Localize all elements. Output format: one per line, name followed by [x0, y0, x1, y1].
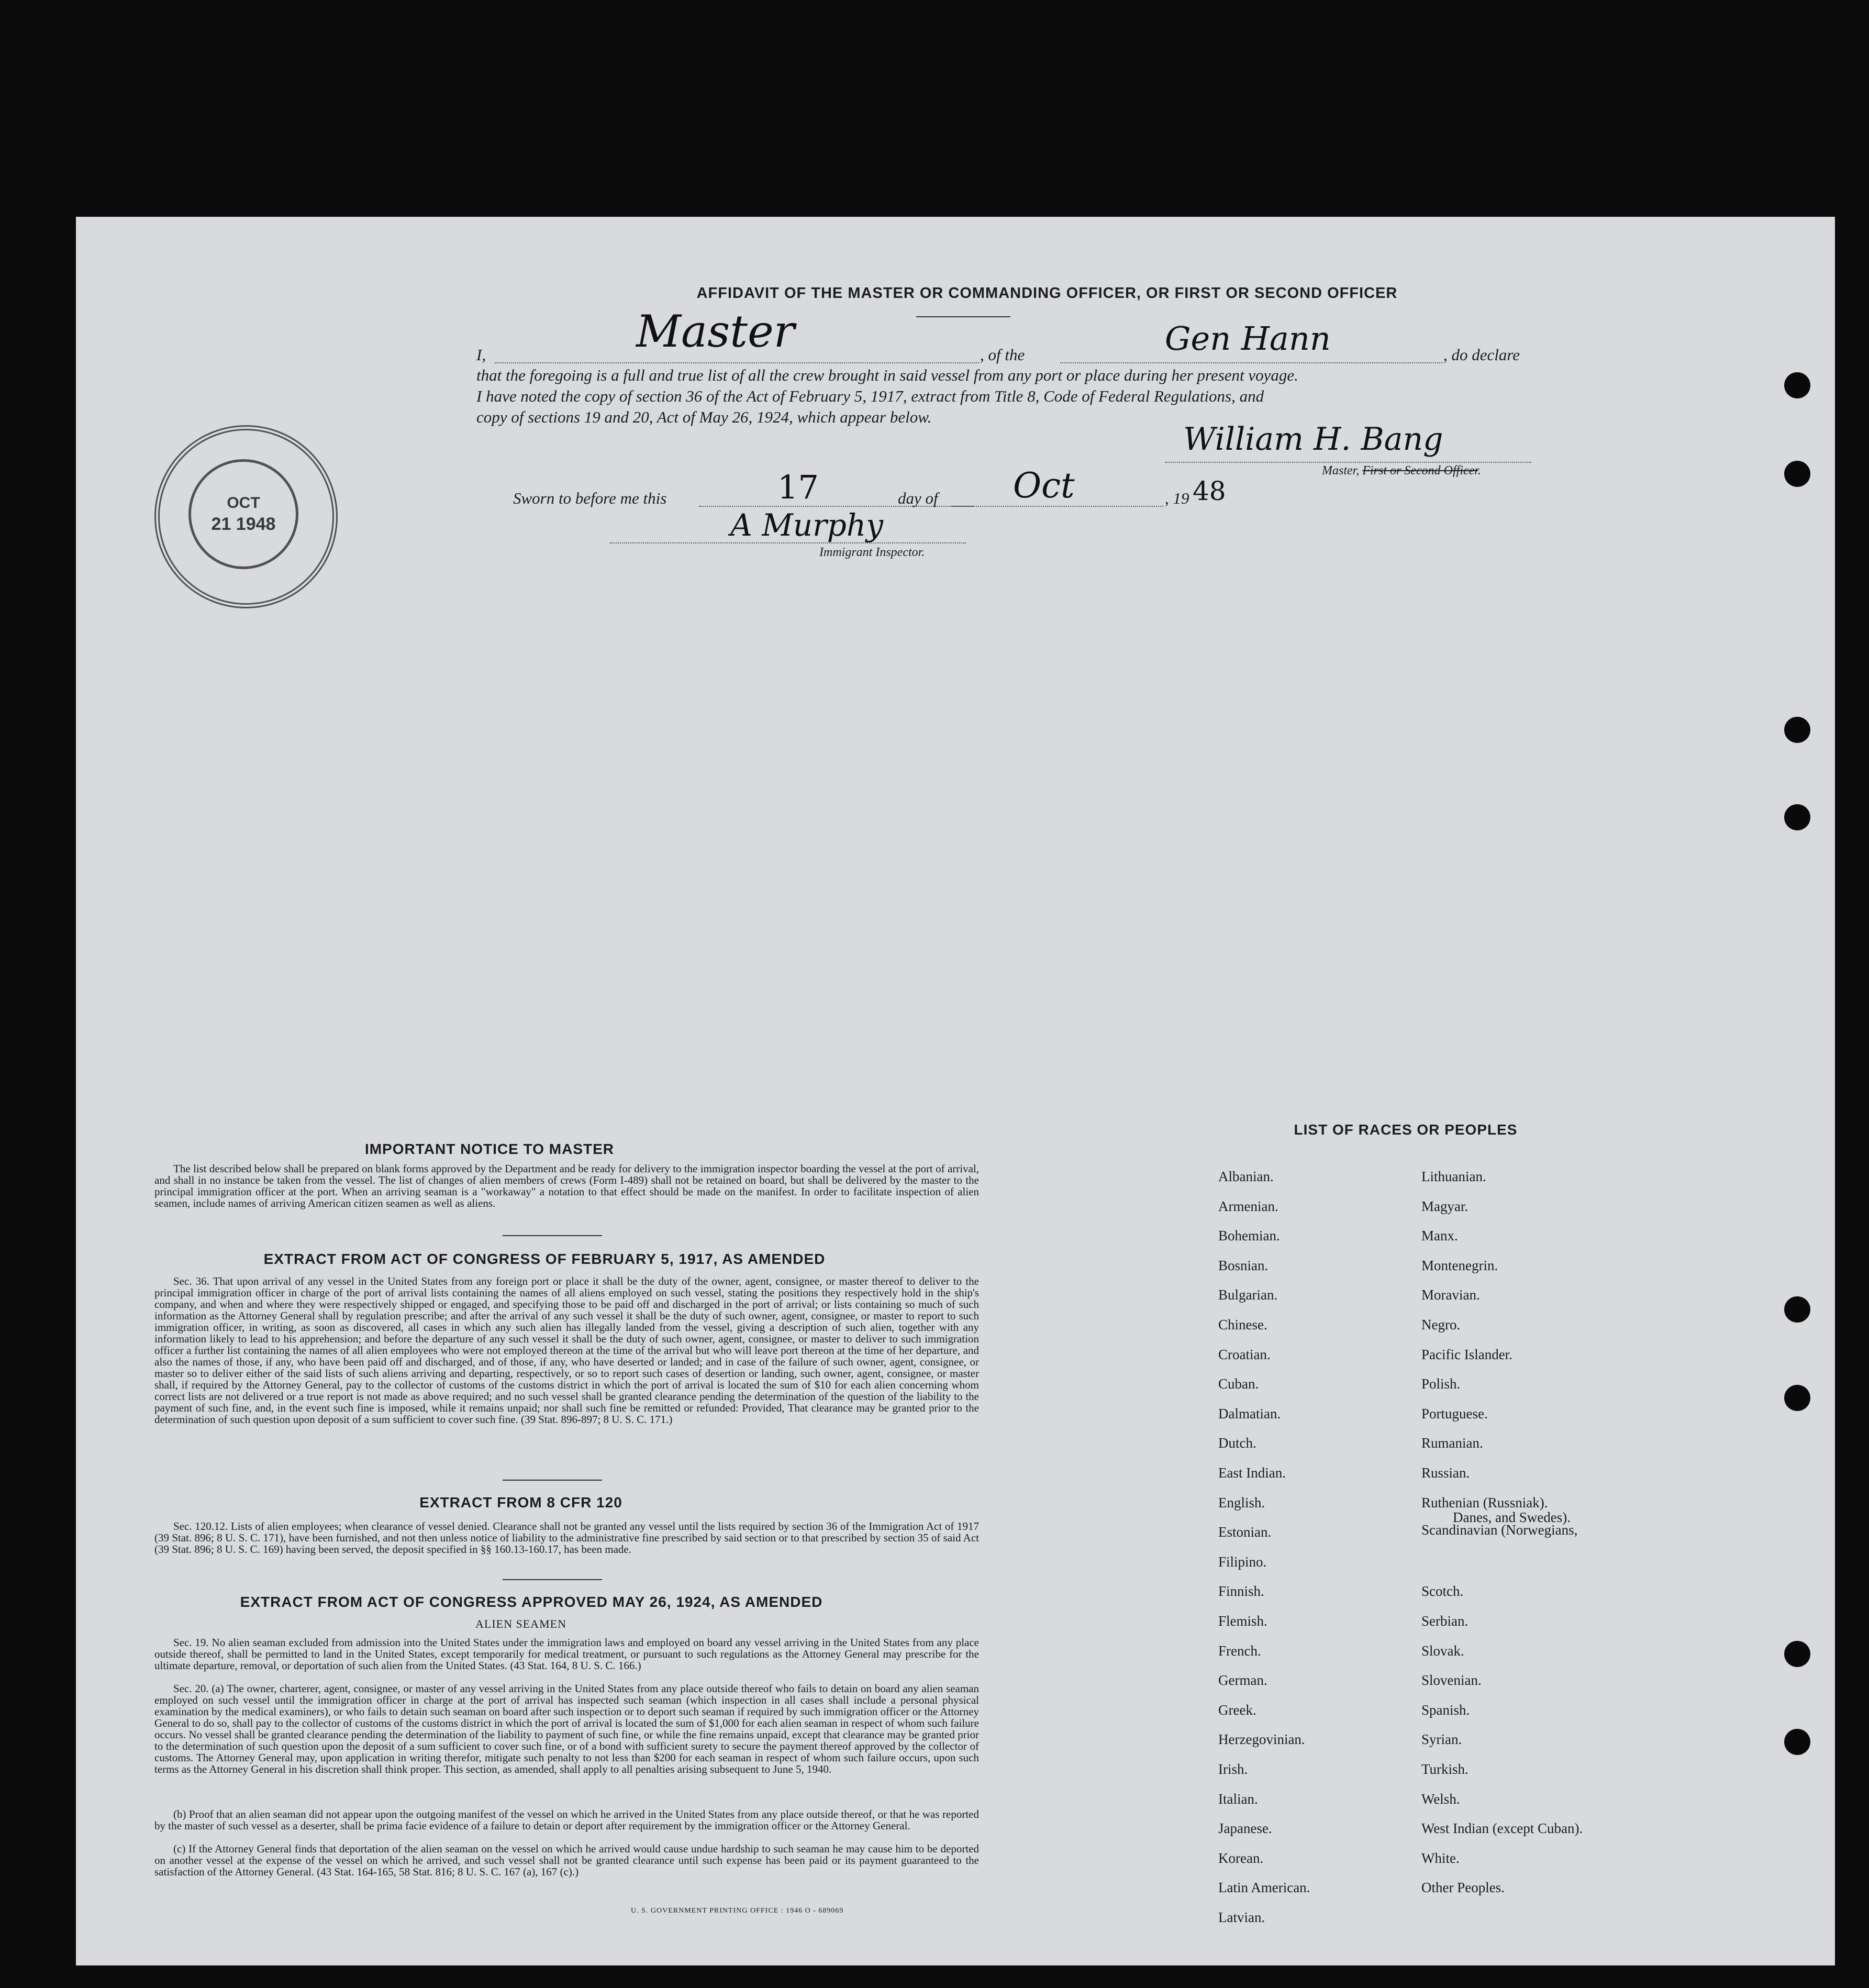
notice-heading: IMPORTANT NOTICE TO MASTER: [364, 1141, 615, 1157]
race-item: Danes, and Swedes).: [1453, 1509, 1571, 1525]
race-item: Syrian.: [1421, 1731, 1462, 1747]
race-item: Dalmatian.: [1218, 1406, 1281, 1421]
stamp-month: OCT: [227, 494, 260, 512]
affidavit-line-3: I have noted the copy of section 36 of the Act of February 5, 1917, extract from Title 8, Code of Federal Regulations, and: [476, 387, 1264, 405]
race-item: Polish.: [1421, 1376, 1461, 1392]
punch-hole: [1784, 717, 1810, 743]
race-item: Portuguese.: [1421, 1406, 1488, 1421]
race-item: White.: [1421, 1850, 1460, 1866]
race-item: Scandinavian (Norwegians,: [1421, 1522, 1578, 1538]
master-signature: William H. Bang: [1183, 421, 1443, 458]
race-item: Other Peoples.: [1421, 1880, 1505, 1895]
race-item: Pacific Islander.: [1421, 1347, 1512, 1362]
race-item: Montenegrin.: [1421, 1258, 1498, 1273]
punch-hole: [1784, 1729, 1810, 1755]
year-prefix: , 19: [1165, 489, 1189, 507]
race-item: German.: [1218, 1672, 1267, 1688]
separator: [503, 1480, 602, 1481]
race-item: Dutch.: [1218, 1435, 1256, 1451]
vessel-handwriting: Gen Hann: [1165, 319, 1331, 358]
inspector-caption: Immigrant Inspector.: [819, 546, 925, 559]
race-item: East Indian.: [1218, 1465, 1286, 1481]
cfr-heading: EXTRACT FROM 8 CFR 120: [419, 1494, 622, 1511]
race-item: Filipino.: [1218, 1554, 1267, 1570]
signature-caption: Master, First or Second Officer.: [1322, 464, 1481, 477]
race-item: Cuban.: [1218, 1376, 1259, 1392]
race-item: Magyar.: [1421, 1198, 1468, 1214]
race-item: West Indian (except Cuban).: [1421, 1820, 1583, 1836]
race-item: Moravian.: [1421, 1287, 1480, 1303]
race-item: Serbian.: [1421, 1613, 1468, 1629]
vessel-blank: [1060, 362, 1442, 363]
signature-blank: [1165, 462, 1531, 463]
affidavit-i-label: I,: [476, 346, 486, 364]
punch-hole: [1784, 1296, 1810, 1323]
race-item: Welsh.: [1421, 1791, 1460, 1807]
race-item: Russian.: [1421, 1465, 1470, 1481]
sworn-day: 17: [777, 468, 819, 506]
race-item: Latin American.: [1218, 1880, 1310, 1895]
day-of-label: day of: [898, 489, 938, 507]
name-blank: [495, 362, 979, 363]
separator: [503, 1235, 602, 1236]
sworn-month: Oct: [1013, 465, 1075, 506]
inspector-blank: [610, 542, 966, 543]
race-item: Manx.: [1421, 1228, 1458, 1243]
separator: [503, 1579, 602, 1580]
race-item: Bohemian.: [1218, 1228, 1280, 1243]
race-item: English.: [1218, 1495, 1265, 1511]
extract-1917-text: Sec. 36. That upon arrival of any vessel in the United States from any foreign port or place it shall be the duty of the owner, agent, consignee, or master thereof to deliver to the principal immigration officer in charge of the port of arrival lists containing the names of all aliens employed on such vessel, stating the positions they respectively hold in the ship's company, and when and where they were respectively shipped or engaged, and specifying those to be paid off and discharged in the port of arrival; or lists containing so much of such information as the Attorney General shall by regulation prescribe; and after the arrival of any such vessel it shall be the duty of such owner, agent, consignee, or master to report to such immigration officer, in writing, as soon as discovered, all cases in which any such alien has illegally landed from the vessel, giving a description of such alien, together with any information likely to lead to his apprehension; and before the departure of any such vessel it shall be the duty of such owner, agent, consignee, or master to deliver to such immigration officer a further list containing the names of all alien employees who were not employed thereon at the time of the arrival but who will leave port thereon at the time of her departure, and also the names of those, if any, who have been paid off and discharged, and of those, if any, who have deserted or landed; and in case of the failure of such owner, agent, consignee, or master so to deliver either of the said lists of such aliens arriving and departing, respectively, or so to report such cases of desertion or landing, such owner, agent, consignee, or master shall, if required by the Attorney General, pay to the collector of customs of the customs district in which the port of arrival is located the sum of $10 for each alien concerning whom correct lists are not delivered or a true report is not made as above required; and no such vessel shall be granted clearance pending the determination of the question of the liability to the payment of such fine, and, in the event such fine is imposed, while it remains unpaid; nor shall such fine be remitted or refunded: Provided, That clearance may be granted prior to the determination of such question upon deposit of a sum sufficient to cover such fine. (39 Stat. 896-897; 8 U. S. C. 171.): [154, 1275, 979, 1426]
race-item: Irish.: [1218, 1761, 1248, 1777]
punch-hole: [1784, 804, 1810, 830]
title-rule: [916, 316, 1010, 317]
punch-hole: [1784, 1385, 1810, 1411]
affidavit-line-2: that the foregoing is a full and true list of all the crew brought in said vessel from any port or place during her present voyage.: [476, 366, 1298, 384]
race-item: Spanish.: [1421, 1702, 1470, 1718]
race-item: French.: [1218, 1643, 1261, 1659]
sec20b-text: (b) Proof that an alien seaman did not appear upon the outgoing manifest of the vessel on which he arrived in the United States from any place outside thereof, or that he was reported by the master of such vessel as a deserter, shall be prima facie evidence of a failure to detain or deport after requirement by the immigration officer or the Attorney General.: [154, 1808, 979, 1832]
stamp-date: 21 1948: [211, 514, 276, 534]
extract-1924-heading: EXTRACT FROM ACT OF CONGRESS APPROVED MAY 26, 1924, AS AMENDED: [240, 1594, 823, 1610]
race-item: Scotch.: [1421, 1583, 1464, 1599]
punch-hole: [1784, 1641, 1810, 1667]
race-item: Flemish.: [1218, 1613, 1267, 1629]
cfr-text: Sec. 120.12. Lists of alien employees; when clearance of vessel denied. Clearance shall not be granted any vessel until the lists required by section 36 of the Immigration Act of 1917 (39 Stat. 896; 8 U. S. C. 171), have been furnished, and not then unless notice of liability to the administrative fine prescribed by said section or to that prescribed by section 35 of said Act (39 Stat. 896; 8 U. S. C. 169) having been served, the deposit specified in §§ 160.13-160.17, has been made.: [154, 1520, 979, 1556]
race-item: Ruthenian (Russniak).: [1421, 1495, 1548, 1511]
race-item: Chinese.: [1218, 1317, 1267, 1332]
race-item: Japanese.: [1218, 1820, 1272, 1836]
sworn-month-blank: [951, 506, 1163, 507]
race-item: Lithuanian.: [1421, 1169, 1486, 1184]
extract-1917-heading: EXTRACT FROM ACT OF CONGRESS OF FEBRUARY 5, 1917, AS AMENDED: [263, 1251, 826, 1267]
race-item: Slovenian.: [1421, 1672, 1482, 1688]
race-item: Italian.: [1218, 1791, 1258, 1807]
sec20a-text: Sec. 20. (a) The owner, charterer, agent, consignee, or master of any vessel arriving in the United States from any place outside thereof who fails to detain on board any alien seaman employed on such vessel until the immigration officer in charge at the port of arrival has inspected such seaman (which inspection in all cases shall include a personal physical examination by the medical examiners), or who fails to detain such seaman on board after such inspection or to deport such seaman if required by such immigration officer or the Attorney General to do so, shall pay to the collector of customs of the customs district in which the port of arrival is located the sum of $1,000 for each alien seaman in respect of whom such failure occurs. No vessel shall be granted clearance pending the determination of the liability to payment of such fine, or while the fine remains unpaid, except that clearance may be granted prior to the determination of such question upon the deposit of a sum sufficient to cover such fine, or of a bond with sufficient surety to secure the payment thereof approved by the collector of customs. The Attorney General may, upon application in writing therefor, mitigate such penalty to not less than $200 for each seaman in respect of whom such failure occurs, upon such terms as the Attorney General in his discretion shall think proper. This section, as amended, shall apply to all penalties arising subsequent to June 5, 1940.: [154, 1682, 979, 1775]
sec20c-text: (c) If the Attorney General finds that deportation of the alien seaman on the vessel on which he arrived would cause undue hardship to such seaman he may cause him to be deported on another vessel at the expense of the vessel on which he arrived, and such vessel shall not be granted clearance until such expense has been paid or its payment guaranteed to the satisfaction of the Attorney General. (43 Stat. 164-165, 58 Stat. 816; 8 U. S. C. 167 (a), 167 (c).): [154, 1842, 979, 1878]
race-item: Korean.: [1218, 1850, 1264, 1866]
sworn-label: Sworn to before me this: [513, 489, 667, 507]
affidavit-title: AFFIDAVIT OF THE MASTER OR COMMANDING OFFICER, OR FIRST OR SECOND OFFICER: [696, 285, 1398, 302]
race-item: Finnish.: [1218, 1583, 1264, 1599]
document-page: [76, 217, 1835, 1965]
race-item: Greek.: [1218, 1702, 1256, 1718]
caption-struck-officer: First or Second Officer: [1362, 464, 1478, 477]
of-the-label: , of the: [980, 346, 1025, 364]
sec19-text: Sec. 19. No alien seaman excluded from admission into the United States under the immigration laws and employed on board any vessel arriving in the United States from any place outside thereof, shall be permitted to land in the United States, except temporarily for medical treatment, or pursuant to such regulations as the Attorney General may prescribe for the ultimate departure, removal, or deportation of such alien from the United States. (43 Stat. 164, 8 U. S. C. 166.): [154, 1636, 979, 1672]
races-heading: LIST OF RACES OR PEOPLES: [1294, 1121, 1518, 1138]
race-item: Slovak.: [1421, 1643, 1464, 1659]
race-item: Bosnian.: [1218, 1258, 1269, 1273]
punch-hole: [1784, 461, 1810, 487]
do-declare-label: , do declare: [1443, 346, 1520, 364]
inspection-stamp: [154, 425, 338, 608]
race-item: Negro.: [1421, 1317, 1461, 1332]
inspector-signature: A Murphy: [730, 507, 884, 543]
notice-text: The list described below shall be prepared on blank forms approved by the Department and be ready for delivery to the immigration inspector boarding the vessel at the port of arrival, and shall in no instance be taken from the vessel. The list of changes of alien members of crews (Form I-489) shall not be retained on board, but shall be delivered by the master to the principal immigration officer at the port. When an arriving seaman is a "workaway" a notation to that effect should be made on the manifest. In order to facilitate inspection of alien seamen, include names of arriving American citizen seamen as well as aliens.: [154, 1162, 979, 1209]
race-item: Albanian.: [1218, 1169, 1274, 1184]
race-item: Estonian.: [1218, 1524, 1272, 1540]
punch-hole: [1784, 372, 1810, 398]
race-item: Turkish.: [1421, 1761, 1468, 1777]
printer-line: U. S. GOVERNMENT PRINTING OFFICE : 1946 O - 689069: [631, 1907, 844, 1915]
caption-master: Master,: [1322, 464, 1363, 477]
name-handwriting: Master: [636, 306, 795, 357]
race-item: Herzegovinian.: [1218, 1731, 1305, 1747]
race-item: Bulgarian.: [1218, 1287, 1278, 1303]
affidavit-line-4: copy of sections 19 and 20, Act of May 26, 1924, which appear below.: [476, 408, 932, 426]
sworn-year: 48: [1193, 476, 1226, 506]
race-item: Latvian.: [1218, 1909, 1265, 1925]
alien-seamen-subheading: ALIEN SEAMEN: [475, 1617, 566, 1630]
race-item: Rumanian.: [1421, 1435, 1483, 1451]
race-item: Croatian.: [1218, 1347, 1271, 1362]
race-item: Armenian.: [1218, 1198, 1278, 1214]
